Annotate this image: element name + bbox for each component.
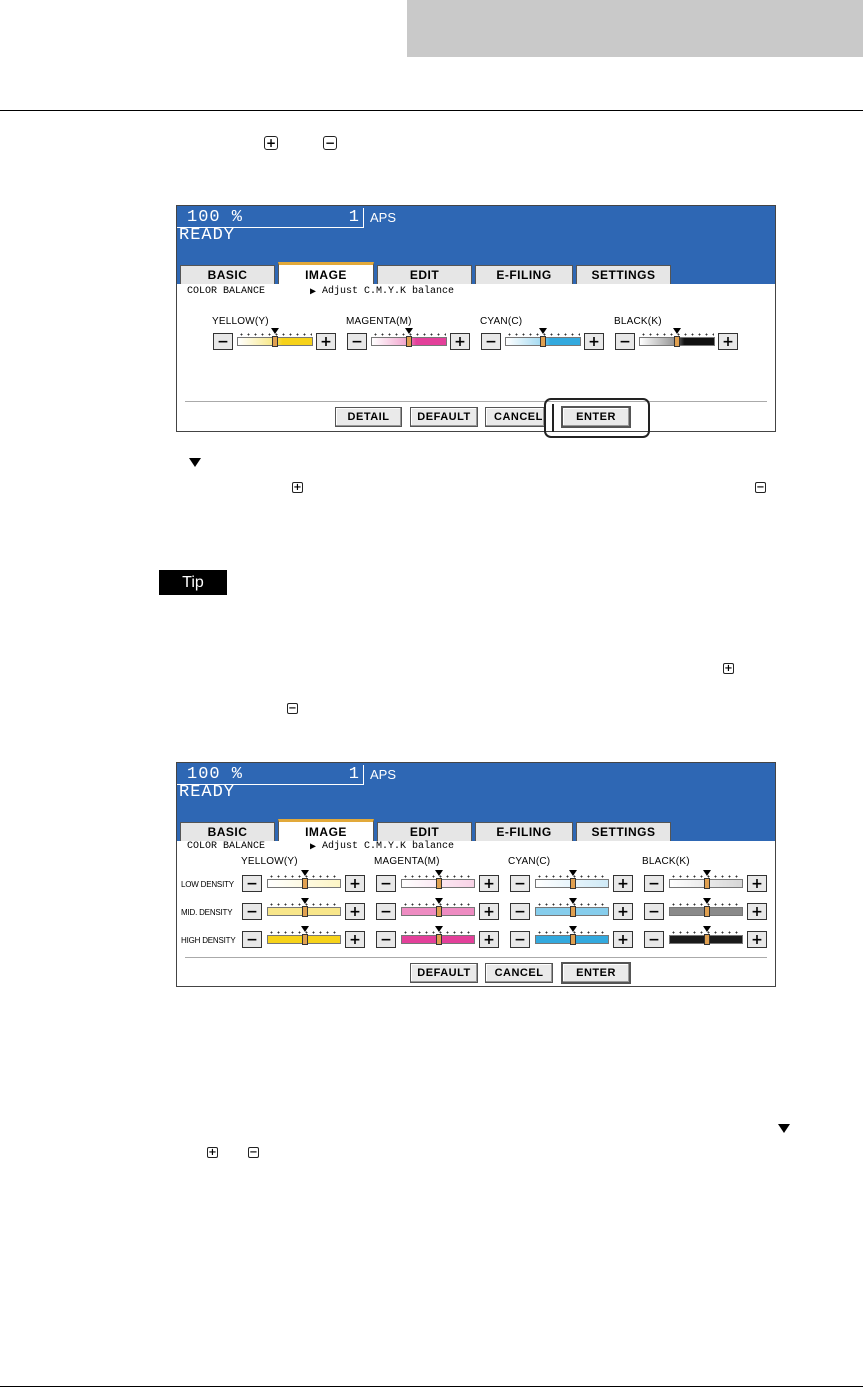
- column-label-yellow: YELLOW(Y): [241, 856, 298, 867]
- yellow-minus-button[interactable]: −: [213, 333, 233, 350]
- tab-image[interactable]: IMAGE: [278, 819, 374, 841]
- color-balance-panel: [176, 205, 776, 432]
- color-label-yellow: YELLOW(Y): [212, 316, 269, 327]
- detail-color-balance-panel: [176, 762, 776, 987]
- plus-icon: +: [265, 136, 277, 150]
- magenta-minus-button[interactable]: −: [347, 333, 367, 350]
- tab-e-filing[interactable]: E-FILING: [475, 265, 573, 284]
- low-cyan-plus-button[interactable]: +: [613, 875, 633, 892]
- cyan-plus-button[interactable]: +: [584, 333, 604, 350]
- crumb-text: Adjust C.M.Y.K balance: [322, 286, 455, 297]
- color-label-cyan: CYAN(C): [480, 316, 523, 327]
- high-cyan-minus-button[interactable]: −: [510, 931, 530, 948]
- row-label-mid-density: MID. DENSITY: [181, 908, 233, 917]
- color-label-magenta: MAGENTA(M): [346, 316, 412, 327]
- low-yellow-plus-button[interactable]: +: [345, 875, 365, 892]
- low-black-plus-button[interactable]: +: [747, 875, 767, 892]
- cyan-slider[interactable]: [505, 337, 581, 346]
- tab-settings[interactable]: SETTINGS: [576, 822, 671, 841]
- down-arrow-icon: [778, 1124, 790, 1133]
- low-magenta-minus-button[interactable]: −: [376, 875, 396, 892]
- paper-readout: APS: [370, 210, 397, 225]
- high-black-slider[interactable]: [669, 935, 743, 944]
- crumb-title: COLOR BALANCE: [187, 286, 266, 297]
- tab-settings[interactable]: SETTINGS: [576, 265, 671, 284]
- crumb-arrow-icon: ▶: [310, 287, 317, 298]
- cancel-button[interactable]: CANCEL: [485, 407, 545, 427]
- high-magenta-minus-button[interactable]: −: [376, 931, 396, 948]
- black-minus-button[interactable]: −: [615, 333, 635, 350]
- minus-icon: −: [288, 702, 297, 714]
- magenta-plus-button[interactable]: +: [450, 333, 470, 350]
- highlight-divider: [552, 404, 554, 432]
- mid-black-plus-button[interactable]: +: [747, 903, 767, 920]
- enter-button[interactable]: ENTER: [561, 962, 631, 984]
- low-cyan-minus-button[interactable]: −: [510, 875, 530, 892]
- minus-icon: −: [756, 481, 765, 493]
- separator: [185, 401, 767, 402]
- black-slider[interactable]: [639, 337, 715, 346]
- tip-label: Tip: [159, 570, 227, 595]
- mid-black-minus-button[interactable]: −: [644, 903, 664, 920]
- low-black-minus-button[interactable]: −: [644, 875, 664, 892]
- bottom-rule: [0, 1386, 863, 1387]
- status-message: READY: [179, 783, 236, 802]
- tab-image[interactable]: IMAGE: [278, 262, 374, 284]
- zoom-readout: 100 %: [177, 208, 302, 228]
- tab-bar: [177, 819, 775, 841]
- low-magenta-slider[interactable]: [401, 879, 475, 888]
- separator: [185, 957, 767, 958]
- tab-bar: [177, 262, 775, 284]
- low-cyan-slider[interactable]: [535, 879, 609, 888]
- row-label-high-density: HIGH DENSITY: [181, 936, 236, 945]
- detail-button[interactable]: DETAIL: [335, 407, 402, 427]
- minus-icon: −: [324, 136, 336, 150]
- magenta-slider[interactable]: [371, 337, 447, 346]
- black-plus-button[interactable]: +: [718, 333, 738, 350]
- tab-e-filing[interactable]: E-FILING: [475, 822, 573, 841]
- tab-edit[interactable]: EDIT: [377, 265, 472, 284]
- high-yellow-plus-button[interactable]: +: [345, 931, 365, 948]
- enter-highlight-frame: [544, 398, 650, 438]
- high-cyan-slider[interactable]: [535, 935, 609, 944]
- cyan-minus-button[interactable]: −: [481, 333, 501, 350]
- crumb-text: Adjust C.M.Y.K balance: [322, 841, 455, 852]
- mid-magenta-slider[interactable]: [401, 907, 475, 916]
- copies-readout: 1: [302, 208, 364, 228]
- color-label-black: BLACK(K): [614, 316, 662, 327]
- cancel-button[interactable]: CANCEL: [485, 963, 553, 983]
- crumb-arrow-icon: ▶: [310, 842, 317, 853]
- top-rule: [0, 110, 863, 111]
- high-cyan-plus-button[interactable]: +: [613, 931, 633, 948]
- plus-icon: +: [724, 662, 733, 674]
- high-yellow-slider[interactable]: [267, 935, 341, 944]
- high-magenta-slider[interactable]: [401, 935, 475, 944]
- row-label-low-density: LOW DENSITY: [181, 880, 234, 889]
- mid-black-slider[interactable]: [669, 907, 743, 916]
- high-magenta-plus-button[interactable]: +: [479, 931, 499, 948]
- paper-readout: APS: [370, 767, 397, 782]
- high-black-minus-button[interactable]: −: [644, 931, 664, 948]
- status-area: [177, 763, 775, 819]
- high-yellow-minus-button[interactable]: −: [242, 931, 262, 948]
- low-yellow-minus-button[interactable]: −: [242, 875, 262, 892]
- crumb-title: COLOR BALANCE: [187, 841, 266, 852]
- low-yellow-slider[interactable]: [267, 879, 341, 888]
- mid-cyan-plus-button[interactable]: +: [613, 903, 633, 920]
- default-button[interactable]: DEFAULT: [410, 407, 478, 427]
- tab-basic[interactable]: BASIC: [180, 265, 275, 284]
- plus-icon: +: [208, 1146, 217, 1158]
- mid-cyan-minus-button[interactable]: −: [510, 903, 530, 920]
- low-black-slider[interactable]: [669, 879, 743, 888]
- column-label-black: BLACK(K): [642, 856, 690, 867]
- down-arrow-icon: [189, 458, 201, 467]
- copies-readout: 1: [302, 765, 364, 785]
- yellow-slider[interactable]: [237, 337, 313, 346]
- mid-magenta-minus-button[interactable]: −: [376, 903, 396, 920]
- status-message: READY: [179, 226, 236, 245]
- column-label-cyan: CYAN(C): [508, 856, 551, 867]
- high-black-plus-button[interactable]: +: [747, 931, 767, 948]
- yellow-plus-button[interactable]: +: [316, 333, 336, 350]
- enter-button[interactable]: ENTER: [561, 406, 631, 428]
- status-area: [177, 206, 775, 262]
- column-label-magenta: MAGENTA(M): [374, 856, 440, 867]
- mid-yellow-plus-button[interactable]: +: [345, 903, 365, 920]
- plus-icon: +: [293, 481, 302, 493]
- tab-edit[interactable]: EDIT: [377, 822, 472, 841]
- mid-cyan-slider[interactable]: [535, 907, 609, 916]
- minus-icon: −: [249, 1146, 258, 1158]
- tab-basic[interactable]: BASIC: [180, 822, 275, 841]
- default-button[interactable]: DEFAULT: [410, 963, 478, 983]
- mid-magenta-plus-button[interactable]: +: [479, 903, 499, 920]
- low-magenta-plus-button[interactable]: +: [479, 875, 499, 892]
- mid-yellow-minus-button[interactable]: −: [242, 903, 262, 920]
- header-gray-band: [407, 0, 863, 57]
- zoom-readout: 100 %: [177, 765, 302, 785]
- mid-yellow-slider[interactable]: [267, 907, 341, 916]
